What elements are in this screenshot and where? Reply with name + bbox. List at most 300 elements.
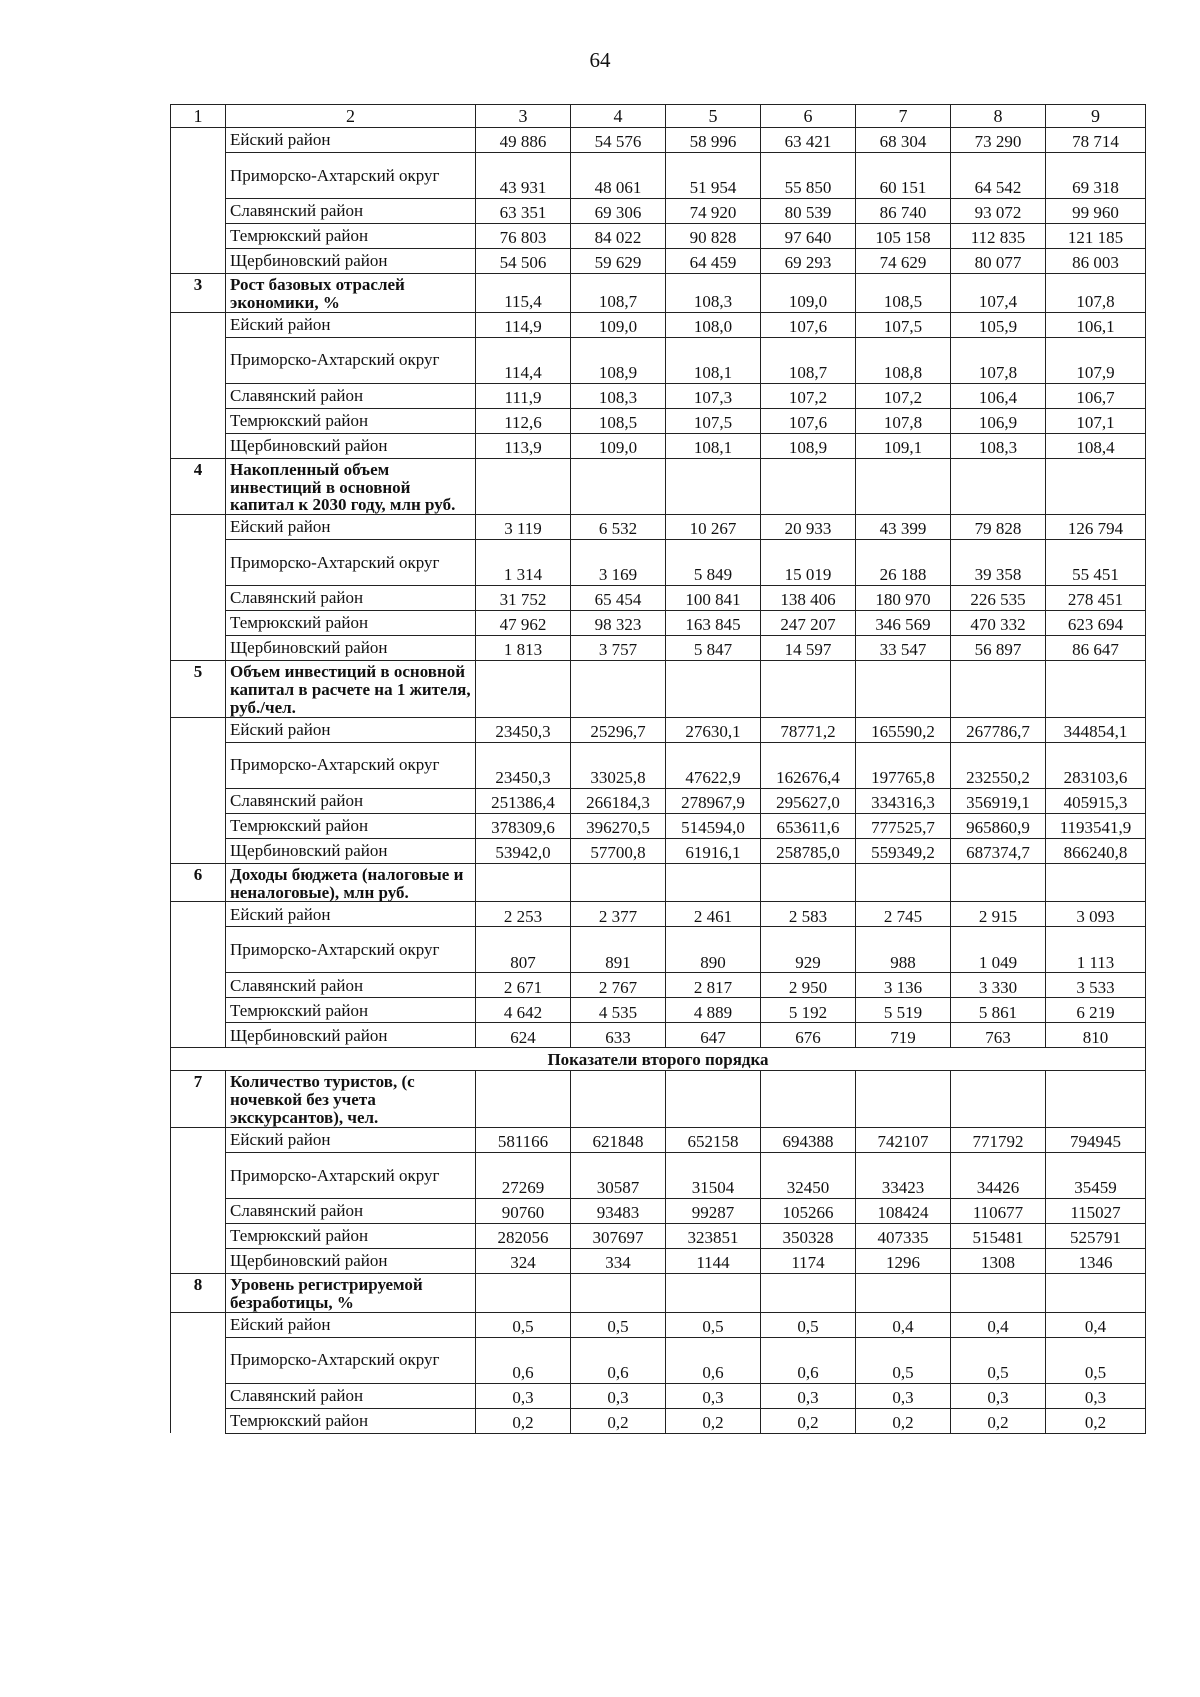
value-cell: 63 421: [761, 128, 856, 153]
value-cell: 107,5: [856, 312, 951, 337]
value-cell: 6 219: [1046, 998, 1146, 1023]
table-row: [171, 540, 1146, 586]
index-cell: [171, 540, 226, 586]
value-cell: 197765,8: [856, 742, 951, 788]
value-cell: 624: [476, 1023, 571, 1048]
value-cell: 0,5: [761, 1312, 856, 1337]
index-cell: [171, 1198, 226, 1223]
value-cell: 35459: [1046, 1152, 1146, 1198]
table-row: [171, 1408, 1146, 1433]
value-cell: 623 694: [1046, 611, 1146, 636]
value-cell: 69 318: [1046, 153, 1146, 199]
index-cell: [171, 408, 226, 433]
value-cell: 965860,9: [951, 813, 1046, 838]
indicator-title-row: [171, 661, 1146, 718]
value-cell: 890: [666, 927, 761, 973]
header-row: [171, 105, 1146, 128]
table-row: [171, 1248, 1146, 1273]
table-row: [171, 717, 1146, 742]
value-cell: 106,9: [951, 408, 1046, 433]
value-cell: 807: [476, 927, 571, 973]
table-row: [171, 1337, 1146, 1383]
value-cell: 0,3: [1046, 1383, 1146, 1408]
value-cell: 107,5: [666, 408, 761, 433]
index-cell: [171, 1023, 226, 1048]
value-cell: 866240,8: [1046, 838, 1146, 863]
index-cell: [171, 337, 226, 383]
value-cell: 1346: [1046, 1248, 1146, 1273]
value-cell: 74 920: [666, 199, 761, 224]
value-cell: 676: [761, 1023, 856, 1048]
value-cell: 2 461: [666, 902, 761, 927]
indicator-title-row: [171, 458, 1146, 515]
value-cell: 25296,7: [571, 717, 666, 742]
value-cell: 559349,2: [856, 838, 951, 863]
row-label: Темрюкский район: [226, 1223, 476, 1248]
value-cell: 0,3: [571, 1383, 666, 1408]
table-row: [171, 973, 1146, 998]
value-cell: 378309,6: [476, 813, 571, 838]
value-cell: 405915,3: [1046, 788, 1146, 813]
empty-cell: [856, 458, 951, 515]
value-cell: 109,1: [856, 433, 951, 458]
value-cell: 0,3: [761, 1383, 856, 1408]
index-cell: [171, 1127, 226, 1152]
empty-cell: [666, 1071, 761, 1128]
value-cell: 3 757: [571, 636, 666, 661]
row-label: Приморско-Ахтарский округ: [226, 742, 476, 788]
indicator-number: 6: [171, 863, 226, 902]
value-cell: 105 158: [856, 224, 951, 249]
value-cell: 108,1: [666, 433, 761, 458]
value-cell: 5 849: [666, 540, 761, 586]
value-cell: 23450,3: [476, 742, 571, 788]
index-cell: [171, 1337, 226, 1383]
column-header: 7: [856, 105, 951, 128]
indicator-number: 7: [171, 1071, 226, 1128]
row-label: Приморско-Ахтарский округ: [226, 337, 476, 383]
value-cell: 99287: [666, 1198, 761, 1223]
value-cell: 251386,4: [476, 788, 571, 813]
value-cell: 1 314: [476, 540, 571, 586]
value-cell: 23450,3: [476, 717, 571, 742]
value-cell: 69 306: [571, 199, 666, 224]
row-label: Ейский район: [226, 1312, 476, 1337]
table-row: [171, 1383, 1146, 1408]
value-cell: 719: [856, 1023, 951, 1048]
table-row: [171, 1023, 1146, 1048]
value-cell: 278 451: [1046, 586, 1146, 611]
section-row: [171, 1048, 1146, 1071]
value-cell: 108,3: [571, 383, 666, 408]
index-cell: [171, 199, 226, 224]
value-cell: 58 996: [666, 128, 761, 153]
value-cell: 652158: [666, 1127, 761, 1152]
value-cell: 54 506: [476, 249, 571, 274]
value-cell: 138 406: [761, 586, 856, 611]
value-cell: 514594,0: [666, 813, 761, 838]
value-cell: 1193541,9: [1046, 813, 1146, 838]
row-label: Темрюкский район: [226, 813, 476, 838]
value-cell: 106,1: [1046, 312, 1146, 337]
value-cell: 1308: [951, 1248, 1046, 1273]
empty-cell: [951, 458, 1046, 515]
row-label: Ейский район: [226, 515, 476, 540]
index-cell: [171, 611, 226, 636]
row-label: Приморско-Ахтарский округ: [226, 540, 476, 586]
empty-cell: [666, 661, 761, 718]
indicator-title: Рост базовых отраслей экономики, %: [226, 274, 476, 313]
value-cell: 5 519: [856, 998, 951, 1023]
value-cell: 5 192: [761, 998, 856, 1023]
value-cell: 100 841: [666, 586, 761, 611]
value-cell: 334316,3: [856, 788, 951, 813]
row-label: Темрюкский район: [226, 224, 476, 249]
index-cell: [171, 383, 226, 408]
value-cell: 31504: [666, 1152, 761, 1198]
value-cell: 99 960: [1046, 199, 1146, 224]
value-cell: 771792: [951, 1127, 1046, 1152]
value-cell: 61916,1: [666, 838, 761, 863]
value-cell: 163 845: [666, 611, 761, 636]
value-cell: 0,3: [951, 1383, 1046, 1408]
value-cell: 105,9: [951, 312, 1046, 337]
value-cell: 1 813: [476, 636, 571, 661]
value-cell: 2 253: [476, 902, 571, 927]
value-cell: 3 330: [951, 973, 1046, 998]
indicator-title: Объем инвестиций в основной капитал в расчете на 1 жителя, руб./чел.: [226, 661, 476, 718]
value-cell: 232550,2: [951, 742, 1046, 788]
value-cell: 621848: [571, 1127, 666, 1152]
value-cell: 107,6: [761, 408, 856, 433]
section-title: Показатели второго порядка: [171, 1048, 1146, 1071]
value-cell: 48 061: [571, 153, 666, 199]
index-cell: [171, 788, 226, 813]
value-cell: 39 358: [951, 540, 1046, 586]
row-label: Ейский район: [226, 128, 476, 153]
row-label: Приморско-Ахтарский округ: [226, 927, 476, 973]
value-cell: 106,4: [951, 383, 1046, 408]
value-cell: 2 767: [571, 973, 666, 998]
row-label: Славянский район: [226, 973, 476, 998]
index-cell: [171, 902, 226, 927]
value-cell: 0,4: [1046, 1312, 1146, 1337]
empty-cell: [571, 661, 666, 718]
value-cell: 4 889: [666, 998, 761, 1023]
value-cell: 47 962: [476, 611, 571, 636]
value-cell: 2 671: [476, 973, 571, 998]
row-label: Темрюкский район: [226, 408, 476, 433]
indicator-number: 8: [171, 1273, 226, 1312]
table-row: [171, 813, 1146, 838]
value-cell: 56 897: [951, 636, 1046, 661]
value-cell: 267786,7: [951, 717, 1046, 742]
table-row: [171, 337, 1146, 383]
value-cell: 98 323: [571, 611, 666, 636]
value-cell: 54 576: [571, 128, 666, 153]
table-row: [171, 1223, 1146, 1248]
index-cell: [171, 973, 226, 998]
value-cell: 112 835: [951, 224, 1046, 249]
value-cell: 69 293: [761, 249, 856, 274]
value-cell: 810: [1046, 1023, 1146, 1048]
value-cell: 0,4: [856, 1312, 951, 1337]
value-cell: 57700,8: [571, 838, 666, 863]
value-cell: 0,5: [571, 1312, 666, 1337]
column-header: 3: [476, 105, 571, 128]
value-cell: 3 119: [476, 515, 571, 540]
value-cell: 26 188: [856, 540, 951, 586]
empty-cell: [571, 458, 666, 515]
table-row: [171, 927, 1146, 973]
table-row: [171, 636, 1146, 661]
index-cell: [171, 1408, 226, 1433]
value-cell: 525791: [1046, 1223, 1146, 1248]
indicator-title-row: [171, 863, 1146, 902]
value-cell: 334: [571, 1248, 666, 1273]
value-cell: 283103,6: [1046, 742, 1146, 788]
row-label: Славянский район: [226, 383, 476, 408]
value-cell: 60 151: [856, 153, 951, 199]
value-cell: 1144: [666, 1248, 761, 1273]
empty-cell: [761, 1273, 856, 1312]
value-cell: 266184,3: [571, 788, 666, 813]
value-cell: 68 304: [856, 128, 951, 153]
row-label: Щербиновский район: [226, 838, 476, 863]
value-cell: 43 931: [476, 153, 571, 199]
value-cell: 59 629: [571, 249, 666, 274]
value-cell: 891: [571, 927, 666, 973]
value-cell: 64 542: [951, 153, 1046, 199]
empty-cell: [856, 1071, 951, 1128]
value-cell: 0,6: [666, 1337, 761, 1383]
value-cell: 180 970: [856, 586, 951, 611]
row-label: Славянский район: [226, 586, 476, 611]
value-cell: 126 794: [1046, 515, 1146, 540]
table-row: [171, 153, 1146, 199]
empty-cell: [476, 458, 571, 515]
value-cell: 0,5: [856, 1337, 951, 1383]
value-cell: 90 828: [666, 224, 761, 249]
index-cell: [171, 838, 226, 863]
row-label: Щербиновский район: [226, 433, 476, 458]
value-cell: 2 377: [571, 902, 666, 927]
value-cell: 396270,5: [571, 813, 666, 838]
value-cell: 0,2: [856, 1408, 951, 1433]
value-cell: 4 642: [476, 998, 571, 1023]
indicator-title-row: [171, 1071, 1146, 1128]
value-cell: 247 207: [761, 611, 856, 636]
indicator-number: 5: [171, 661, 226, 718]
empty-cell: [1046, 863, 1146, 902]
value-cell: 108,9: [571, 337, 666, 383]
empty-cell: [476, 661, 571, 718]
value-cell: 0,2: [571, 1408, 666, 1433]
value-cell: 65 454: [571, 586, 666, 611]
value-cell: 0,5: [666, 1312, 761, 1337]
column-header: 1: [171, 105, 226, 128]
index-cell: [171, 1152, 226, 1198]
column-header: 2: [226, 105, 476, 128]
value-cell: 2 915: [951, 902, 1046, 927]
page-number: 64: [589, 48, 611, 72]
value-cell: 0,2: [476, 1408, 571, 1433]
empty-cell: [476, 863, 571, 902]
value-cell: 0,4: [951, 1312, 1046, 1337]
value-cell: 307697: [571, 1223, 666, 1248]
indicator-title-row: [171, 274, 1146, 313]
row-label: Ейский район: [226, 312, 476, 337]
value-cell: 1 049: [951, 927, 1046, 973]
value-cell: 107,9: [1046, 337, 1146, 383]
value-cell: 108,4: [1046, 433, 1146, 458]
table-row: [171, 742, 1146, 788]
value-cell: 51 954: [666, 153, 761, 199]
row-label: Приморско-Ахтарский округ: [226, 153, 476, 199]
value-cell: 49 886: [476, 128, 571, 153]
value-cell: 78771,2: [761, 717, 856, 742]
value-cell: 109,0: [571, 312, 666, 337]
value-cell: 108,3: [951, 433, 1046, 458]
value-cell: 107,2: [856, 383, 951, 408]
empty-cell: [476, 1273, 571, 1312]
value-cell: 47622,9: [666, 742, 761, 788]
value-cell: 93483: [571, 1198, 666, 1223]
value-cell: 3 093: [1046, 902, 1146, 927]
index-cell: [171, 128, 226, 153]
value-cell: 0,6: [476, 1337, 571, 1383]
value-cell: 97 640: [761, 224, 856, 249]
value-cell: 108,8: [856, 337, 951, 383]
empty-cell: [761, 1071, 856, 1128]
value-cell: 4 535: [571, 998, 666, 1023]
value-cell: 64 459: [666, 249, 761, 274]
value-cell: 794945: [1046, 1127, 1146, 1152]
value-cell: 470 332: [951, 611, 1046, 636]
index-cell: [171, 586, 226, 611]
empty-cell: [761, 863, 856, 902]
row-label: Ейский район: [226, 902, 476, 927]
value-cell: 30587: [571, 1152, 666, 1198]
value-cell: 80 539: [761, 199, 856, 224]
value-cell: 63 351: [476, 199, 571, 224]
value-cell: 407335: [856, 1223, 951, 1248]
value-cell: 32450: [761, 1152, 856, 1198]
empty-cell: [1046, 661, 1146, 718]
value-cell: 15 019: [761, 540, 856, 586]
index-cell: [171, 515, 226, 540]
value-cell: 108,5: [571, 408, 666, 433]
value-cell: 581166: [476, 1127, 571, 1152]
value-cell: 108,1: [666, 337, 761, 383]
indicator-title: Доходы бюджета (налоговые и неналоговые), млн руб.: [226, 863, 476, 902]
empty-cell: [1046, 458, 1146, 515]
empty-cell: [476, 1071, 571, 1128]
row-label: Темрюкский район: [226, 998, 476, 1023]
indicator-number: 4: [171, 458, 226, 515]
value-cell: 3 136: [856, 973, 951, 998]
index-cell: [171, 1248, 226, 1273]
value-cell: 106,7: [1046, 383, 1146, 408]
value-cell: 0,2: [1046, 1408, 1146, 1433]
value-cell: 112,6: [476, 408, 571, 433]
value-cell: 43 399: [856, 515, 951, 540]
value-cell: 1174: [761, 1248, 856, 1273]
value-cell: 107,8: [951, 337, 1046, 383]
value-cell: 107,1: [1046, 408, 1146, 433]
value-cell: 5 861: [951, 998, 1046, 1023]
value-cell: 633: [571, 1023, 666, 1048]
value-cell: 2 583: [761, 902, 856, 927]
value-cell: 258785,0: [761, 838, 856, 863]
table-row: [171, 1152, 1146, 1198]
value-cell: 278967,9: [666, 788, 761, 813]
empty-cell: [666, 458, 761, 515]
value-cell: 0,3: [666, 1383, 761, 1408]
table-row: [171, 788, 1146, 813]
value-cell: 0,5: [951, 1337, 1046, 1383]
value-cell: 346 569: [856, 611, 951, 636]
index-cell: [171, 1223, 226, 1248]
value-cell: 2 950: [761, 973, 856, 998]
value-cell: 3 169: [571, 540, 666, 586]
value-cell: 31 752: [476, 586, 571, 611]
value-cell: 113,9: [476, 433, 571, 458]
value-cell: 694388: [761, 1127, 856, 1152]
value-cell: 1 113: [1046, 927, 1146, 973]
index-cell: [171, 249, 226, 274]
table-row: [171, 433, 1146, 458]
empty-cell: [951, 661, 1046, 718]
column-header: 9: [1046, 105, 1146, 128]
value-cell: 107,2: [761, 383, 856, 408]
table-row: [171, 312, 1146, 337]
table-row: [171, 128, 1146, 153]
value-cell: 0,6: [571, 1337, 666, 1383]
index-cell: [171, 813, 226, 838]
value-cell: 33025,8: [571, 742, 666, 788]
value-cell: 33423: [856, 1152, 951, 1198]
empty-cell: [571, 1273, 666, 1312]
value-cell: 78 714: [1046, 128, 1146, 153]
value-cell: 86 647: [1046, 636, 1146, 661]
value-cell: 108424: [856, 1198, 951, 1223]
value-cell: 105266: [761, 1198, 856, 1223]
value-cell: 27269: [476, 1152, 571, 1198]
empty-cell: [666, 1273, 761, 1312]
value-cell: 2 817: [666, 973, 761, 998]
value-cell: 0,2: [761, 1408, 856, 1433]
index-cell: [171, 1383, 226, 1408]
row-label: Приморско-Ахтарский округ: [226, 1152, 476, 1198]
empty-cell: [856, 1273, 951, 1312]
row-label: Приморско-Ахтарский округ: [226, 1337, 476, 1383]
value-cell: 742107: [856, 1127, 951, 1152]
value-cell: 107,4: [951, 274, 1046, 313]
value-cell: 86 003: [1046, 249, 1146, 274]
value-cell: 324: [476, 1248, 571, 1273]
value-cell: 107,3: [666, 383, 761, 408]
index-cell: [171, 636, 226, 661]
table-row: [171, 586, 1146, 611]
indicator-title-row: [171, 1273, 1146, 1312]
value-cell: 0,3: [856, 1383, 951, 1408]
value-cell: 108,0: [666, 312, 761, 337]
index-cell: [171, 312, 226, 337]
value-cell: 114,9: [476, 312, 571, 337]
table-row: [171, 199, 1146, 224]
empty-cell: [761, 458, 856, 515]
